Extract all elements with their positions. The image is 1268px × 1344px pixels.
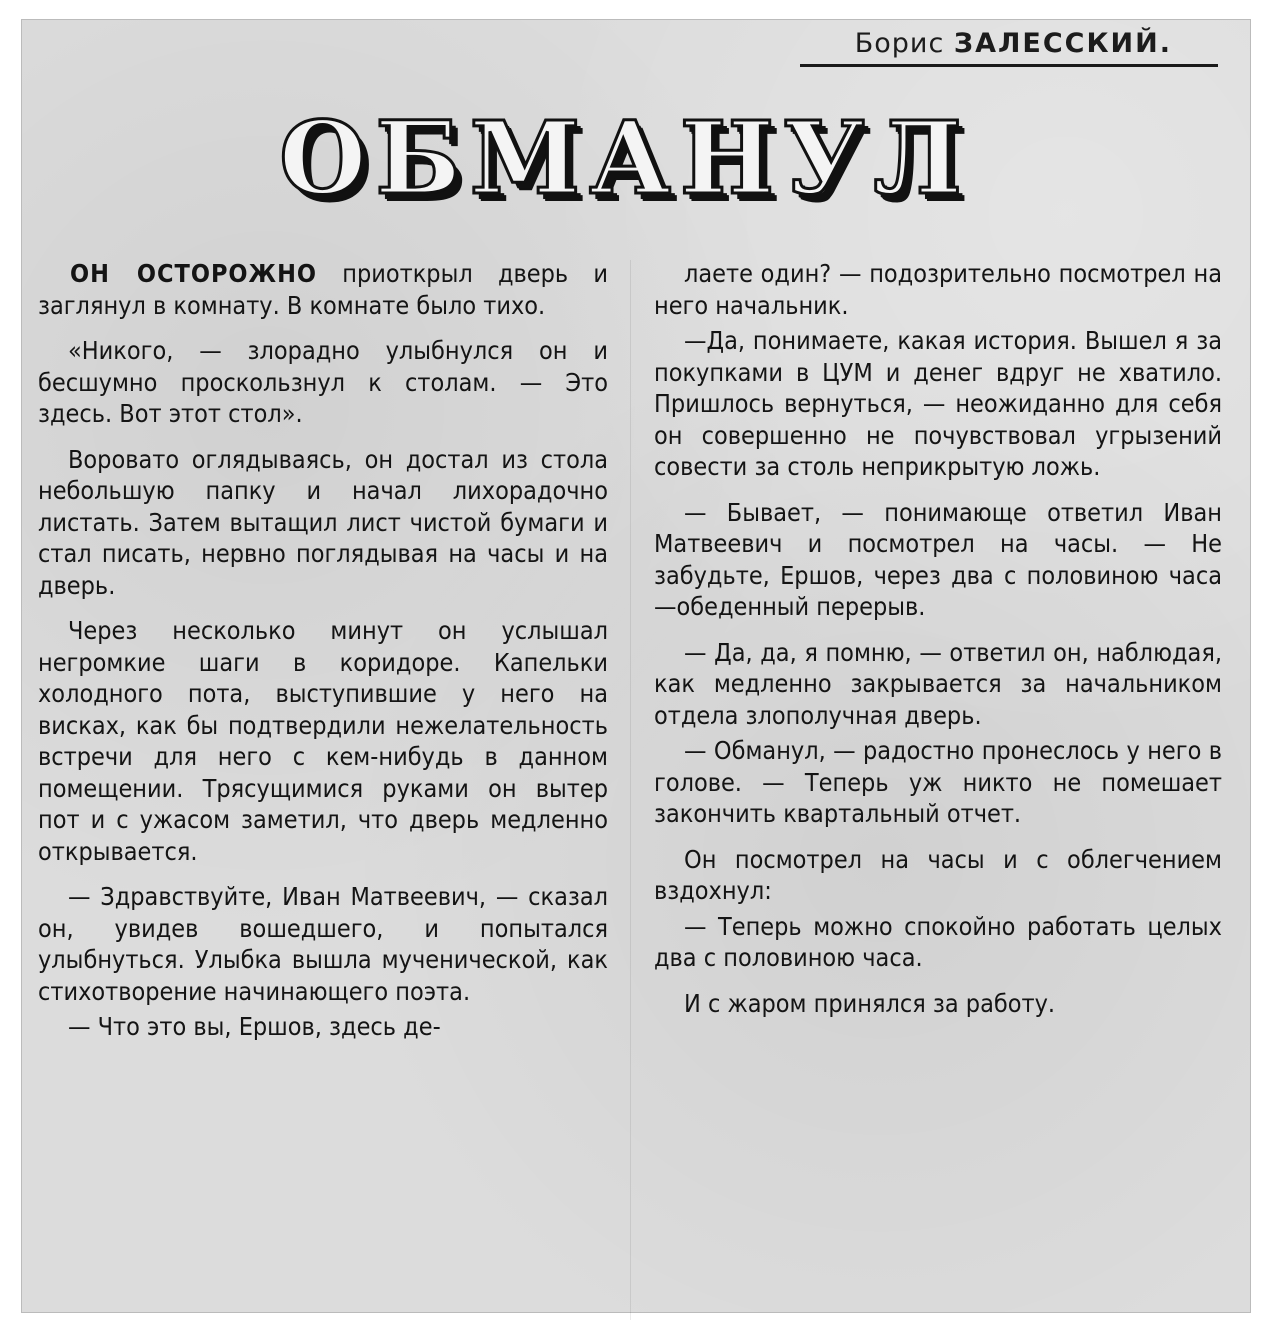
paragraph: «Никого, — злорадно улыбнулся он и бесшумно проскользнул к столам. — Это здесь. Вот этот стол».	[38, 336, 608, 428]
paragraph: Он посмотрел на часы и с облегчением вздохнул:	[654, 844, 1222, 905]
newspaper-clipping	[22, 20, 1250, 1312]
paragraph: — Здравствуйте, Иван Матвеевич, — сказал он, увидев вошедшего, и попытался улыбнуться. Улыбка вышла мученической, как стихотворение начинающего поэта.	[38, 882, 608, 1006]
paragraph: лаете один? — подозрительно посмотрел на него начальник.	[654, 259, 1222, 320]
paragraph: — Теперь можно спокойно работать целых два с половиною часа.	[654, 911, 1222, 972]
author-byline	[855, 28, 1172, 59]
paragraph: Воровато оглядываясь, он достал из стола небольшую папку и начал лихорадочно листать. Затем вытащил лист чистой бумаги и стал писать, нервно поглядывая на часы и на дверь.	[38, 444, 608, 600]
paragraph	[38, 258, 608, 321]
paragraph: — Что это вы, Ершов, здесь де-	[68, 1012, 441, 1041]
article-title: ОБМАНУЛ	[279, 99, 971, 217]
column-gutter	[630, 260, 631, 1320]
author-first-name: Борис	[854, 28, 945, 59]
paragraph: —Да, понимаете, какая история. Вышел я за покупками в ЦУМ и денег вдруг не хватило. Пришлось вернуться, — неожиданно для себя он совершенно не почувствовал угрызений совести за столь неприкрытую ложь.	[654, 326, 1222, 481]
paragraph: Через несколько минут он услышал негромкие шаги в коридоре. Капельки холодного пота, выступившие у него на висках, как бы подтвердили нежелательность встречи для него с кем-нибудь в данном помещении. Трясущимися руками он вытер пот и с ужасом заметил, что дверь медленно открывается.	[38, 616, 608, 866]
article-column-right	[654, 258, 1222, 1033]
paragraph: — Да, да, я помню, — ответил он, наблюдая, как медленно закрывается за начальником отдела злополучная дверь.	[654, 637, 1222, 730]
lead-in-caps: ОН ОСТОРОЖНО	[70, 259, 318, 288]
article-column-left	[38, 258, 608, 1057]
paragraph: И с жаром принялся за работу.	[684, 988, 1056, 1018]
paragraph-text: приоткрыл дверь и заглянул в комнату. В комнате было тихо.	[38, 259, 608, 320]
author-last-name: ЗАЛЕССКИЙ.	[953, 28, 1172, 59]
byline-underline	[800, 64, 1218, 67]
paragraph: — Бывает, — понимающе ответил Иван Матвеевич и посмотрел на часы. — Не забудьте, Ершов, через два с половиною часа —обеденный перерыв.	[654, 497, 1222, 621]
paragraph: — Обманул, — радостно пронеслось у него в голове. — Теперь уж никто не помешает закончить квартальный отчет.	[654, 736, 1222, 828]
